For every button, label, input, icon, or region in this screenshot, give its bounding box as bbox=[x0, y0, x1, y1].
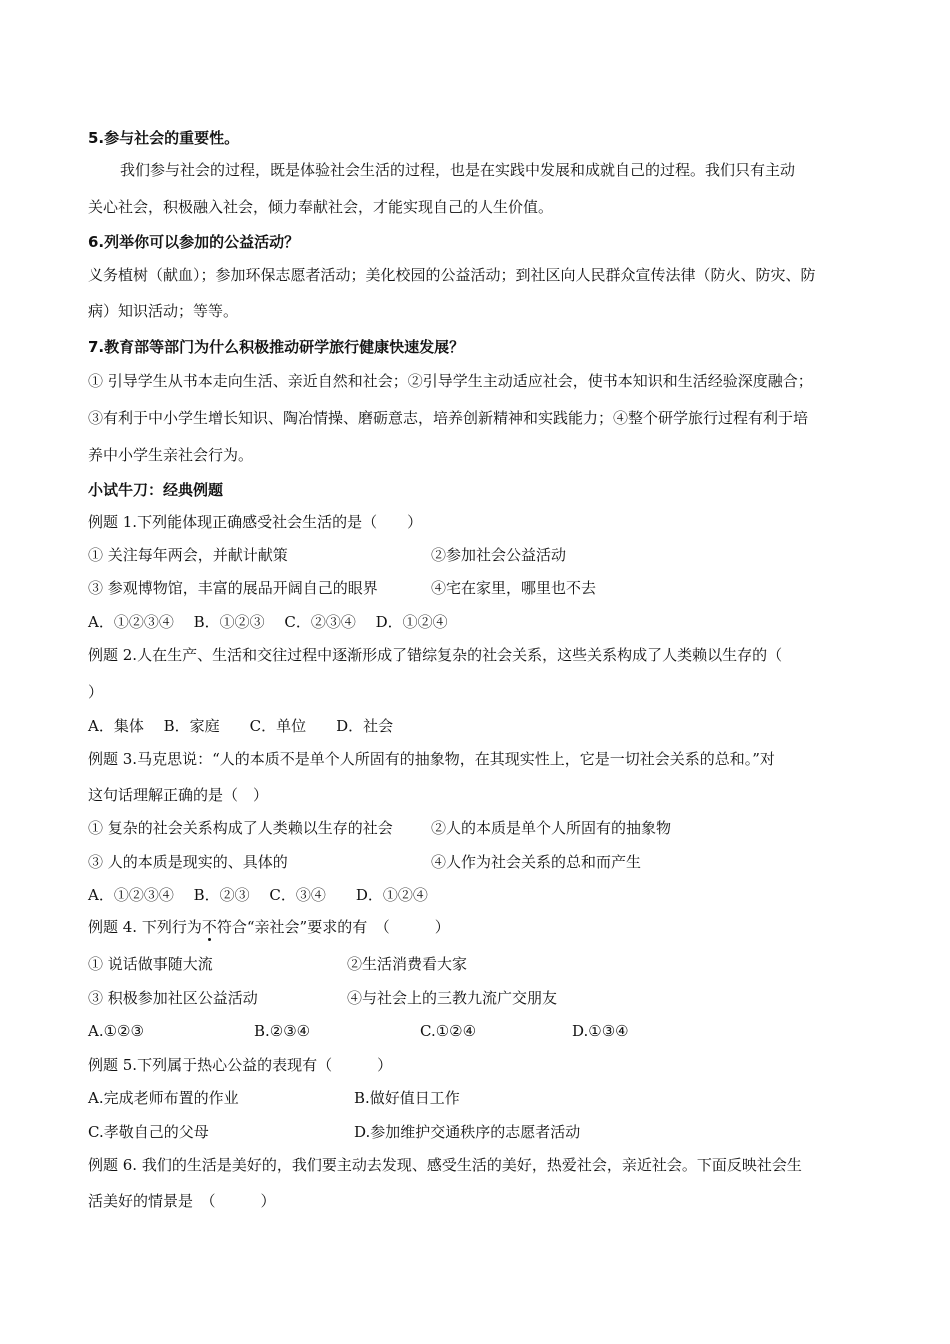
question-5-stem: 例题 5.下列属于热心公益的表现有（ ） bbox=[88, 1056, 393, 1074]
examples-heading: 小试牛刀：经典例题 bbox=[88, 481, 224, 499]
question-1-stem: 例题 1.下列能体现正确感受社会生活的是（ ） bbox=[88, 513, 423, 531]
question-3-stem-line-2: 这句话理解正确的是（ ） bbox=[88, 786, 269, 804]
question-4-choice-b: B.②③④ bbox=[254, 1022, 311, 1040]
question-5-option-a: A.完成老师布置的作业 bbox=[88, 1089, 239, 1107]
question-6-stem-line-1: 例题 6. 我们的生活是美好的，我们要主动去发现、感受生活的美好，热爱社会，亲近社会。下面反映社会生 bbox=[88, 1156, 802, 1174]
section-5-paragraph-line-2: 关心社会，积极融入社会，倾力奉献社会，才能实现自己的人生价值。 bbox=[88, 198, 554, 216]
question-2-stem-line-2: ） bbox=[88, 683, 104, 701]
question-4-option-2: ②生活消费看大家 bbox=[347, 955, 468, 973]
question-3-option-3: ③ 人的本质是现实的、具体的 bbox=[88, 853, 288, 871]
section-7-line-3: 养中小学生亲社会行为。 bbox=[88, 446, 254, 464]
question-4-choice-c: C.①②④ bbox=[420, 1022, 477, 1040]
section-6-heading: 6.列举你可以参加的公益活动？ bbox=[88, 233, 300, 251]
question-4-stem-end: 符合“亲社会”要求的有 （ ） bbox=[216, 918, 450, 936]
question-4-stem-start: 例题 4. 下列行为 bbox=[88, 918, 202, 936]
section-5-heading: 5.参与社会的重要性。 bbox=[88, 129, 240, 147]
section-6-line-1: 义务植树（献血）；参加环保志愿者活动；美化校园的公益活动；到社区向人民群众宣传法律（防火、防灾、防 bbox=[88, 266, 816, 284]
question-4-option-4: ④与社会上的三教九流广交朋友 bbox=[347, 989, 558, 1007]
section-7-line-1: ① 引导学生从书本走向生活、亲近自然和社会；②引导学生主动适应社会，使书本知识和生活经验深度融合； bbox=[88, 372, 813, 390]
question-3-option-4: ④人作为社会关系的总和而产生 bbox=[431, 853, 642, 871]
question-4-option-3: ③ 积极参加社区公益活动 bbox=[88, 989, 258, 1007]
question-1-option-4: ④宅在家里，哪里也不去 bbox=[431, 579, 597, 597]
question-4-choice-d: D.①③④ bbox=[572, 1022, 629, 1040]
question-2-stem-line-1: 例题 2.人在生产、生活和交往过程中逐渐形成了错综复杂的社会关系，这些关系构成了人类赖以生存的（ bbox=[88, 646, 783, 664]
question-5-option-b: B.做好值日工作 bbox=[354, 1089, 460, 1107]
question-4-emphasis: 不 bbox=[201, 918, 217, 936]
question-5-option-d: D.参加维护交通秩序的志愿者活动 bbox=[354, 1123, 581, 1141]
question-3-option-2: ②人的本质是单个人所固有的抽象物 bbox=[431, 819, 672, 837]
question-2-choices: A．集体 B．家庭 C．单位 D．社会 bbox=[88, 717, 394, 735]
question-4-option-1: ① 说话做事随大流 bbox=[88, 955, 213, 973]
section-6-line-2: 病）知识活动；等等。 bbox=[88, 302, 239, 320]
question-1-option-3: ③ 参观博物馆，丰富的展品开阔自己的眼界 bbox=[88, 579, 378, 597]
section-7-line-2: ③有利于中小学生增长知识、陶冶情操、磨砺意志，培养创新精神和实践能力；④整个研学旅行过程有利于培 bbox=[88, 409, 809, 427]
question-3-option-1: ① 复杂的社会关系构成了人类赖以生存的社会 bbox=[88, 819, 393, 837]
question-4-stem bbox=[88, 917, 450, 937]
question-1-option-2: ②参加社会公益活动 bbox=[431, 546, 567, 564]
question-1-choices: A．①②③④ B．①②③ C．②③④ D．①②④ bbox=[88, 613, 448, 631]
question-3-choices: A．①②③④ B．②③ C．③④ D．①②④ bbox=[88, 886, 428, 904]
question-1-option-1: ① 关注每年两会，并献计献策 bbox=[88, 546, 288, 564]
section-7-heading: 7.教育部等部门为什么积极推动研学旅行健康快速发展？ bbox=[88, 338, 465, 356]
question-3-stem-line-1: 例题 3.马克思说：“人的本质不是单个人所固有的抽象物，在其现实性上，它是一切社会关系的总和。”对 bbox=[88, 750, 775, 768]
question-6-stem-line-2: 活美好的情景是 （ ） bbox=[88, 1192, 276, 1210]
question-5-option-c: C.孝敬自己的父母 bbox=[88, 1123, 209, 1141]
question-4-choice-a: A.①②③ bbox=[88, 1022, 144, 1040]
section-5-paragraph-line-1: 我们参与社会的过程，既是体验社会生活的过程，也是在实践中发展和成就自己的过程。我们只有主动 bbox=[120, 161, 796, 179]
